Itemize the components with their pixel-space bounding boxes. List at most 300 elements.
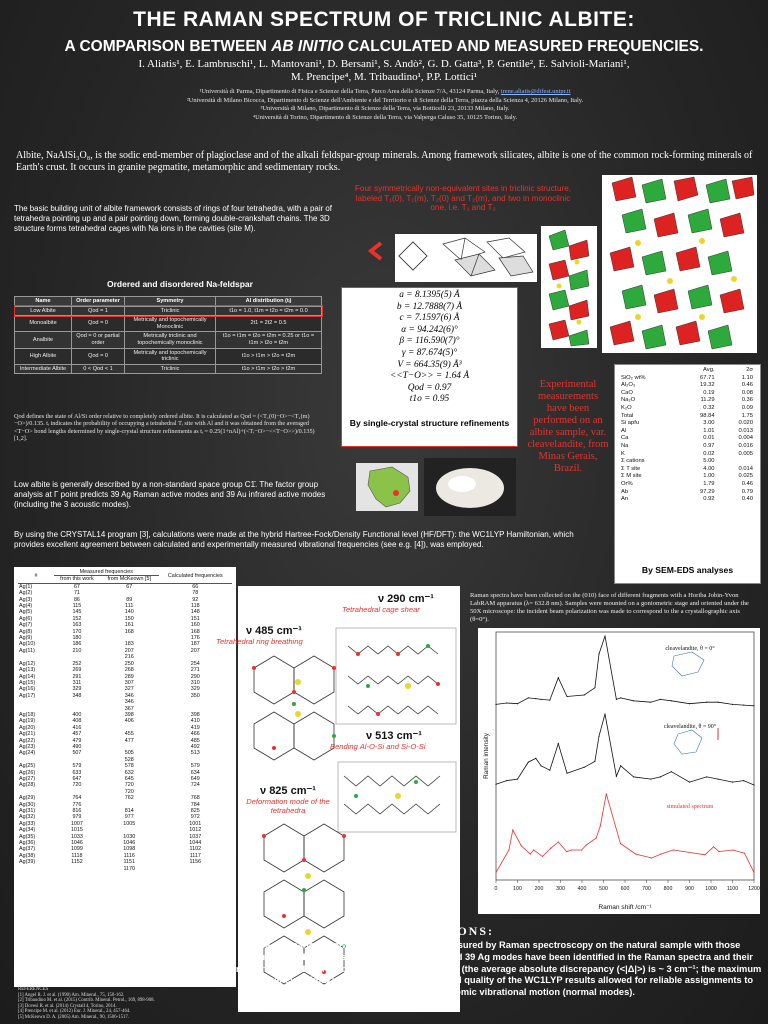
table-cell: 163 — [72, 622, 82, 629]
table-cell: 972 — [190, 814, 200, 821]
table-cell: Ab — [621, 488, 629, 495]
data-point — [521, 845, 522, 846]
table-cell: 513 — [190, 750, 200, 757]
table-cell: Na — [621, 442, 629, 449]
table-cell: Triclinic — [125, 364, 216, 374]
data-point — [566, 696, 567, 697]
table-row — [18, 583, 232, 590]
table-cell: 406 — [124, 718, 134, 725]
table-row — [619, 481, 755, 489]
table-cell: 1046 — [70, 840, 83, 847]
data-point — [689, 782, 690, 783]
table-row — [15, 348, 322, 364]
table-cell: Monoalbite — [15, 316, 72, 332]
cell-params-box — [341, 287, 518, 447]
data-point — [495, 872, 496, 873]
table-cell: Ag(4) — [19, 603, 33, 610]
data-point — [620, 843, 621, 844]
comp-head: 2σ — [746, 367, 753, 373]
table-row — [15, 306, 322, 316]
data-point — [549, 770, 550, 771]
table-cell — [54, 866, 100, 872]
table-cell: 764 — [72, 795, 82, 802]
table-cell: 289 — [124, 673, 134, 680]
table-cell: Ag(34) — [19, 827, 36, 834]
cell-param: V = 664.35(9) Å³ — [397, 359, 462, 370]
table-cell: 19.32 — [700, 382, 715, 389]
table-cell: 140 — [124, 609, 134, 616]
table-cell: 0.005 — [738, 450, 753, 457]
table-cell: SiO₂ wt% — [621, 374, 646, 381]
table-row — [619, 382, 755, 390]
nafs-heading: Ordered and disordered Na-feldspar — [107, 279, 253, 289]
authors-line-2: M. Prencipe⁴, M. Tribaudino¹, P.P. Lottici¹ — [290, 71, 478, 83]
data-point — [598, 736, 599, 737]
brazil-map-image — [356, 463, 418, 511]
table-cell: 1098 — [123, 846, 136, 853]
table-cell: 1044 — [189, 840, 202, 847]
table-cell: 398 — [124, 711, 134, 718]
cell-param: a = 8.1395(5) Å — [399, 290, 460, 300]
data-point — [753, 784, 754, 785]
table-cell: 92 — [192, 596, 199, 603]
affiliation-2: ²Università di Milano Bicocca, Dipartimento di Scienze dell'Ambiente e del Territorio e di Scienze della Terra, piazza della Scienza 4, 20126 Milano, Italy. — [186, 96, 584, 104]
table-cell: Metrically and topochemically triclinic — [125, 348, 216, 364]
data-point — [753, 872, 754, 873]
table-cell: 0.36 — [741, 397, 753, 404]
data-point — [743, 780, 744, 781]
table-cell: Ag(22) — [19, 737, 36, 744]
data-point — [633, 700, 634, 701]
frequency-table-panel — [14, 567, 236, 987]
data-point — [598, 653, 599, 654]
table-cell: Ag(7) — [19, 622, 33, 629]
cell-params-list — [342, 290, 517, 406]
data-point — [620, 765, 621, 766]
table-cell: 71 — [73, 590, 80, 597]
table-cell: Ag(10) — [19, 641, 36, 648]
table-cell: 0.92 — [703, 496, 715, 503]
cleavelandite-photo — [424, 458, 516, 516]
data-point — [566, 773, 567, 774]
table-row — [619, 473, 755, 481]
table-cell: Al₂O₃ — [621, 382, 636, 389]
series-label-90: cleavelandite, θ = 90° — [663, 724, 717, 730]
table-cell: Σ T site — [621, 465, 641, 472]
x-tick-label: 400 — [577, 886, 587, 892]
table-cell: 329 — [72, 686, 82, 693]
table-row — [619, 390, 755, 398]
subtitle-em: AB INITIO — [271, 38, 344, 55]
series-label-0: cleavelandite, θ = 0° — [665, 646, 715, 652]
table-cell: 210 — [72, 647, 82, 654]
table-cell: 492 — [190, 743, 200, 750]
x-tick-label: 500 — [599, 886, 608, 892]
data-point — [689, 703, 690, 704]
table-cell: Ag(25) — [19, 763, 36, 770]
sites-note: Four symmetrically non-equivalent sites in triclinic structure, labeled T₁(0), T₁(m), T₂(0) and T₂(m), and two in monoclinic one, i.e. T₁ and T₂ — [354, 184, 572, 213]
table-cell: Na₂O — [621, 397, 636, 404]
table-cell: Σ M site — [621, 473, 642, 480]
table-cell: 0.08 — [741, 389, 753, 396]
table-cell: 1012 — [189, 827, 202, 834]
table-cell: 1.79 — [703, 480, 715, 487]
mode-825-freq: ν 825 cm⁻¹ — [260, 785, 316, 797]
data-point — [550, 848, 551, 849]
table-cell: Ag(26) — [19, 769, 36, 776]
table-cell: 67 — [73, 583, 80, 590]
data-point — [671, 771, 672, 772]
cell-param: b = 12.7888(7) Å — [396, 301, 463, 312]
conclusions-heading: CONCLUSIONS: — [377, 924, 494, 938]
author-email-link[interactable]: irene.aliatis@difest.unipr.it — [500, 88, 571, 95]
table-cell: 1007 — [70, 820, 83, 827]
data-point — [541, 765, 542, 766]
table-cell: 505 — [124, 750, 134, 757]
table-cell: Ag(28) — [19, 782, 36, 789]
mode-513-freq: ν 513 cm⁻¹ — [366, 730, 422, 742]
data-point — [718, 779, 719, 780]
table-cell: 1.00 — [703, 473, 715, 480]
table-row — [15, 364, 322, 374]
data-point — [660, 776, 661, 777]
table-cell: Ag(8) — [19, 628, 33, 635]
building-unit-text: The basic building unit of albite framework consists of rings of four tetrahedra, with a pair of tetrahedra pointing up and a pair pointing down, forming double-crankshaft chains. The 3D structure forms tetrahedral cages with Na ions in the cavities (site M). — [14, 204, 332, 233]
measurements-note: Experimental measurements have been performed on an albite sample, var. cleavelandite, from Minas Gerais, Brazil. — [527, 379, 609, 474]
table-cell: Ag(11) — [19, 647, 35, 654]
data-point — [530, 853, 531, 854]
table-cell: 329 — [190, 686, 200, 693]
table-cell: 0.97 — [703, 442, 715, 449]
table-cell: 1118 — [71, 852, 83, 859]
affiliation-4: ⁴Università di Torino, Dipartimento di Scienze della Terra, via Valperga Caluso 35, 10125 Torino, Italy. — [252, 113, 518, 121]
table-cell: 528 — [124, 756, 134, 763]
x-tick-label: 900 — [685, 886, 694, 892]
table-cell: 176 — [190, 635, 200, 642]
table-cell: 5.00 — [703, 458, 715, 465]
table-cell: 254 — [190, 660, 200, 667]
table-cell: 1152 — [71, 859, 83, 866]
table-cell: 762 — [124, 795, 134, 802]
composition-caption: By SEM-EDS analyses — [641, 565, 734, 575]
table-cell: An — [621, 496, 629, 503]
table-cell: 346 — [124, 692, 134, 699]
table-cell: 97.29 — [700, 488, 715, 495]
affiliation-3: ³Università di Milano, Dipartimento di Scienze della Terra, via Botticelli 23, 20133 Milano, Italy. — [260, 105, 510, 113]
table-cell: Qod = 0 or partial order — [72, 332, 125, 348]
table-cell: 814 — [124, 808, 134, 815]
data-point — [535, 698, 536, 699]
table-row — [619, 405, 755, 413]
table-cell: Metrically and topochemically Monoclinic — [125, 316, 216, 332]
table-cell: Intermediate Albite — [15, 364, 72, 374]
table-cell: Or% — [621, 480, 633, 487]
data-point — [495, 704, 496, 705]
data-point — [535, 758, 536, 759]
data-point — [635, 853, 636, 854]
table-cell: 268 — [124, 667, 134, 674]
table-cell: Ag(5) — [19, 609, 33, 616]
series-line — [496, 636, 754, 706]
data-point — [571, 849, 572, 850]
cell-param: c = 7.1597(6) Å — [399, 313, 460, 324]
table-cell: Ag(27) — [19, 776, 36, 782]
data-point — [581, 849, 582, 850]
table-cell: 1.01 — [703, 427, 715, 434]
authors-line-1: I. Aliatis¹, E. Lambruschi¹, L. Mantovani¹, D. Bersani¹, S. Andò², G. D. Gatta³, P. Gentile², E. Salvioli-Mariani¹, — [138, 58, 630, 70]
x-tick-label: 1100 — [726, 886, 739, 892]
table-cell: 485 — [190, 737, 200, 744]
table-cell: Total — [621, 412, 634, 419]
table-cell: 466 — [190, 731, 200, 738]
table-cell: 0.19 — [703, 389, 715, 396]
table-cell: 1099 — [70, 846, 83, 853]
table-cell: Ag(21) — [19, 731, 36, 738]
table-cell: Ag(3) — [19, 596, 33, 603]
table-cell: Ca — [621, 435, 629, 442]
data-point — [671, 700, 672, 701]
table-row — [15, 316, 322, 332]
x-tick-label: 300 — [556, 886, 565, 892]
table-cell: Ag(20) — [19, 724, 36, 731]
table-cell: 398 — [190, 711, 200, 718]
x-tick-label: 800 — [663, 886, 673, 892]
data-point — [584, 767, 585, 768]
mode-485-desc: Tetrahedral ring breathing — [216, 637, 303, 646]
table-row — [619, 397, 755, 405]
table-cell: 1116 — [123, 852, 135, 859]
table-cell: Ag(24) — [19, 750, 36, 757]
table-cell: Ag(15) — [19, 679, 36, 686]
table-cell: 0.013 — [738, 427, 753, 434]
table-cell: 0.025 — [738, 473, 753, 480]
data-point — [594, 687, 595, 688]
table-cell: 1151 — [123, 859, 136, 866]
freq-col-calc: Calculated frequencies — [159, 569, 232, 583]
table-row — [619, 375, 755, 383]
table-cell: Qod = 1 — [72, 306, 125, 316]
x-tick-label: 1200 — [748, 886, 760, 892]
table-cell: t1o > t1m > t2o = t2m — [216, 348, 322, 364]
composition-table — [619, 367, 755, 504]
mode-513-desc: Bending Al-O-Si and Si-O-Si — [330, 742, 426, 751]
frequency-table — [18, 569, 232, 872]
table-cell: Ag(1) — [19, 583, 33, 590]
table-cell: 776 — [72, 801, 82, 808]
table-cell: 67.71 — [700, 374, 715, 381]
x-axis-label: Raman shift /cm⁻¹ — [598, 904, 652, 911]
table-cell: 168 — [190, 628, 200, 635]
table-cell: 207 — [190, 647, 200, 654]
table-cell: 979 — [72, 814, 82, 821]
reference-item: [1] Angel R. J. et al. (1990) Am. Mineral., 75, 150-162. — [18, 992, 125, 998]
table-row — [619, 458, 755, 466]
data-point — [508, 849, 509, 850]
table-cell: Ag(13) — [19, 667, 36, 674]
table-cell: 152 — [72, 615, 82, 622]
cell-param: <<T−O>> = 1.64 Å — [389, 371, 470, 382]
x-tick-label: 700 — [642, 886, 651, 892]
data-point — [512, 829, 513, 830]
data-point — [743, 705, 744, 706]
comp-head — [619, 367, 678, 375]
data-point — [606, 793, 607, 794]
table-cell: 0.020 — [738, 420, 753, 427]
table-cell: Metrically triclinic and topochemically monoclinic — [125, 332, 216, 348]
table-cell: 1156 — [189, 859, 202, 866]
table-row — [619, 435, 755, 443]
series-label-sim: simulated spectrum — [666, 804, 714, 810]
table-cell: 579 — [190, 763, 200, 770]
data-point — [528, 697, 529, 698]
table-cell: High Albite — [15, 348, 72, 364]
comp-header-row — [619, 367, 755, 375]
table-cell: 216 — [124, 654, 134, 661]
data-point — [506, 702, 507, 703]
data-point — [616, 776, 617, 777]
data-point — [542, 856, 543, 857]
reference-item: [5] McKeown D. A. (2005) Am. Mineral., 90, 1506-1517. — [18, 1014, 129, 1020]
chain-structure-figure — [541, 226, 597, 348]
data-point — [732, 704, 733, 705]
table-cell: K — [621, 450, 625, 457]
table-cell: 151 — [190, 615, 200, 622]
data-point — [744, 853, 745, 854]
data-point — [718, 702, 719, 703]
nafs-header-row — [15, 297, 322, 307]
table-cell — [717, 458, 755, 466]
table-cell: t1o = t1m = t2o = t2m = 0.25 or t1o = t1m > t2o = t2m — [216, 332, 322, 348]
cell-param: β = 116.590(7)° — [399, 336, 460, 347]
table-cell: 416 — [72, 724, 82, 731]
data-point — [549, 700, 550, 701]
cell-param: Qod = 0.97 — [407, 382, 452, 393]
table-cell: 111 — [125, 603, 134, 610]
table-cell: 0 < Qod < 1 — [72, 364, 125, 374]
data-point — [704, 854, 705, 855]
table-cell: 346 — [124, 699, 134, 706]
table-cell: 816 — [72, 808, 82, 815]
table-cell: 0.46 — [741, 382, 753, 389]
table-cell: 252 — [72, 660, 82, 667]
table-cell: 1102 — [189, 846, 202, 853]
data-point — [633, 776, 634, 777]
series-group — [495, 793, 754, 873]
subtitle-pre: A COMPARISON BETWEEN — [64, 38, 272, 55]
table-cell: 645 — [124, 776, 134, 782]
table-cell: 1046 — [123, 840, 136, 847]
table-cell: 186 — [72, 641, 82, 648]
data-point — [604, 713, 605, 714]
table-cell: 768 — [190, 795, 200, 802]
table-row — [619, 413, 755, 421]
table-cell: 271 — [190, 667, 200, 674]
table-cell: Ag(18) — [19, 711, 36, 718]
table-cell: 784 — [190, 801, 200, 808]
author-list — [20, 58, 748, 84]
freq-header-row-1 — [18, 569, 232, 576]
framework-structure-figure — [602, 175, 757, 353]
data-point — [604, 635, 605, 636]
composition-box — [614, 364, 761, 584]
table-cell: 410 — [190, 718, 200, 725]
table-cell: 1037 — [189, 833, 202, 840]
table-cell: 310 — [190, 679, 200, 686]
table-cell: Low Albite — [15, 306, 72, 316]
table-cell: Ag(2) — [19, 590, 33, 597]
poster-title: THE RAMAN SPECTRUM OF TRICLINIC ALBITE: — [133, 8, 635, 31]
raman-methods-text: Raman spectra have been collected on the (010) face of different fragments with a Horiba Jobin-Yvon LabRAM apparatus (λ= 632.8 nm). Samples were mounted on a goniometric stage and oriented under the 50X microscope: the incident beam polarization was made to correspond to the a crystallographic axis (θ=0°). — [470, 592, 749, 623]
table-cell: 98.84 — [700, 412, 715, 419]
table-cell: 1033 — [70, 833, 83, 840]
table-cell: Ag(19) — [19, 718, 36, 725]
table-cell: Qod = 0 — [72, 316, 125, 332]
data-point — [732, 849, 733, 850]
table-cell: Ag(38) — [19, 852, 36, 859]
data-point — [558, 677, 559, 678]
table-cell: Ag(33) — [19, 820, 36, 827]
table-cell: Ag(31) — [19, 808, 36, 815]
data-point — [528, 762, 529, 763]
freq-col-num: # — [18, 569, 54, 583]
table-cell: 67 — [126, 583, 133, 590]
freq-col-mck: from McKeown [5] — [100, 576, 159, 583]
table-cell: 250 — [124, 660, 134, 667]
table-cell: 1015 — [70, 827, 83, 834]
x-tick-label: 1000 — [705, 886, 717, 892]
table-cell — [159, 866, 232, 872]
table-row — [619, 451, 755, 459]
table-cell: 350 — [190, 692, 200, 699]
table-cell: Ag(29) — [19, 795, 36, 802]
table-cell: 479 — [72, 737, 82, 744]
data-point — [517, 703, 518, 704]
table-cell: 115 — [72, 603, 82, 610]
table-cell: 150 — [124, 615, 134, 622]
data-point — [706, 702, 707, 703]
table-cell: Σ cations — [621, 458, 645, 465]
table-cell: 419 — [190, 724, 200, 731]
nafs-col-name: Name — [15, 297, 72, 307]
table-cell: 1.10 — [741, 374, 753, 381]
data-point — [620, 697, 621, 698]
table-cell: 408 — [72, 718, 82, 725]
table-cell: 0.01 — [703, 435, 715, 442]
table-cell: 0.016 — [738, 442, 753, 449]
table-cell: 327 — [124, 686, 134, 693]
crystal-calc-text: By using the CRYSTAL14 program [3], calculations were made at the hybrid Hartree-Fock/Density Functional level (HF/DFT): the WC1LYP Hamiltonian, which provides excellent agreement between calculated and experimentally measured vibrational frequencies (see e.g. [4]), was employed. — [14, 530, 574, 550]
table-cell: 170 — [72, 628, 82, 635]
table-cell: 207 — [124, 647, 134, 654]
freq-col-measured: Measured frequencies — [54, 569, 159, 576]
table-cell: 161 — [124, 622, 134, 629]
table-cell: 291 — [72, 673, 82, 680]
affiliation-1 — [60, 88, 710, 97]
table-row — [619, 496, 755, 504]
data-point — [541, 699, 542, 700]
nafs-col-symmetry: Symmetry — [125, 297, 216, 307]
cell-param: α = 94.242(6)° — [401, 324, 458, 335]
reference-item: [3] Dovesi R. et al. (2014) Crystal14, Torino, 2014. — [18, 1003, 117, 1009]
table-cell: Ag(23) — [19, 743, 36, 750]
table-cell: 649 — [190, 776, 200, 782]
table-cell: 579 — [72, 763, 82, 770]
table-cell: 578 — [124, 763, 134, 770]
table-cell: Triclinic — [125, 306, 216, 316]
table-cell: 0.014 — [738, 465, 753, 472]
table-cell: 183 — [124, 641, 134, 648]
table-cell: 269 — [72, 667, 82, 674]
